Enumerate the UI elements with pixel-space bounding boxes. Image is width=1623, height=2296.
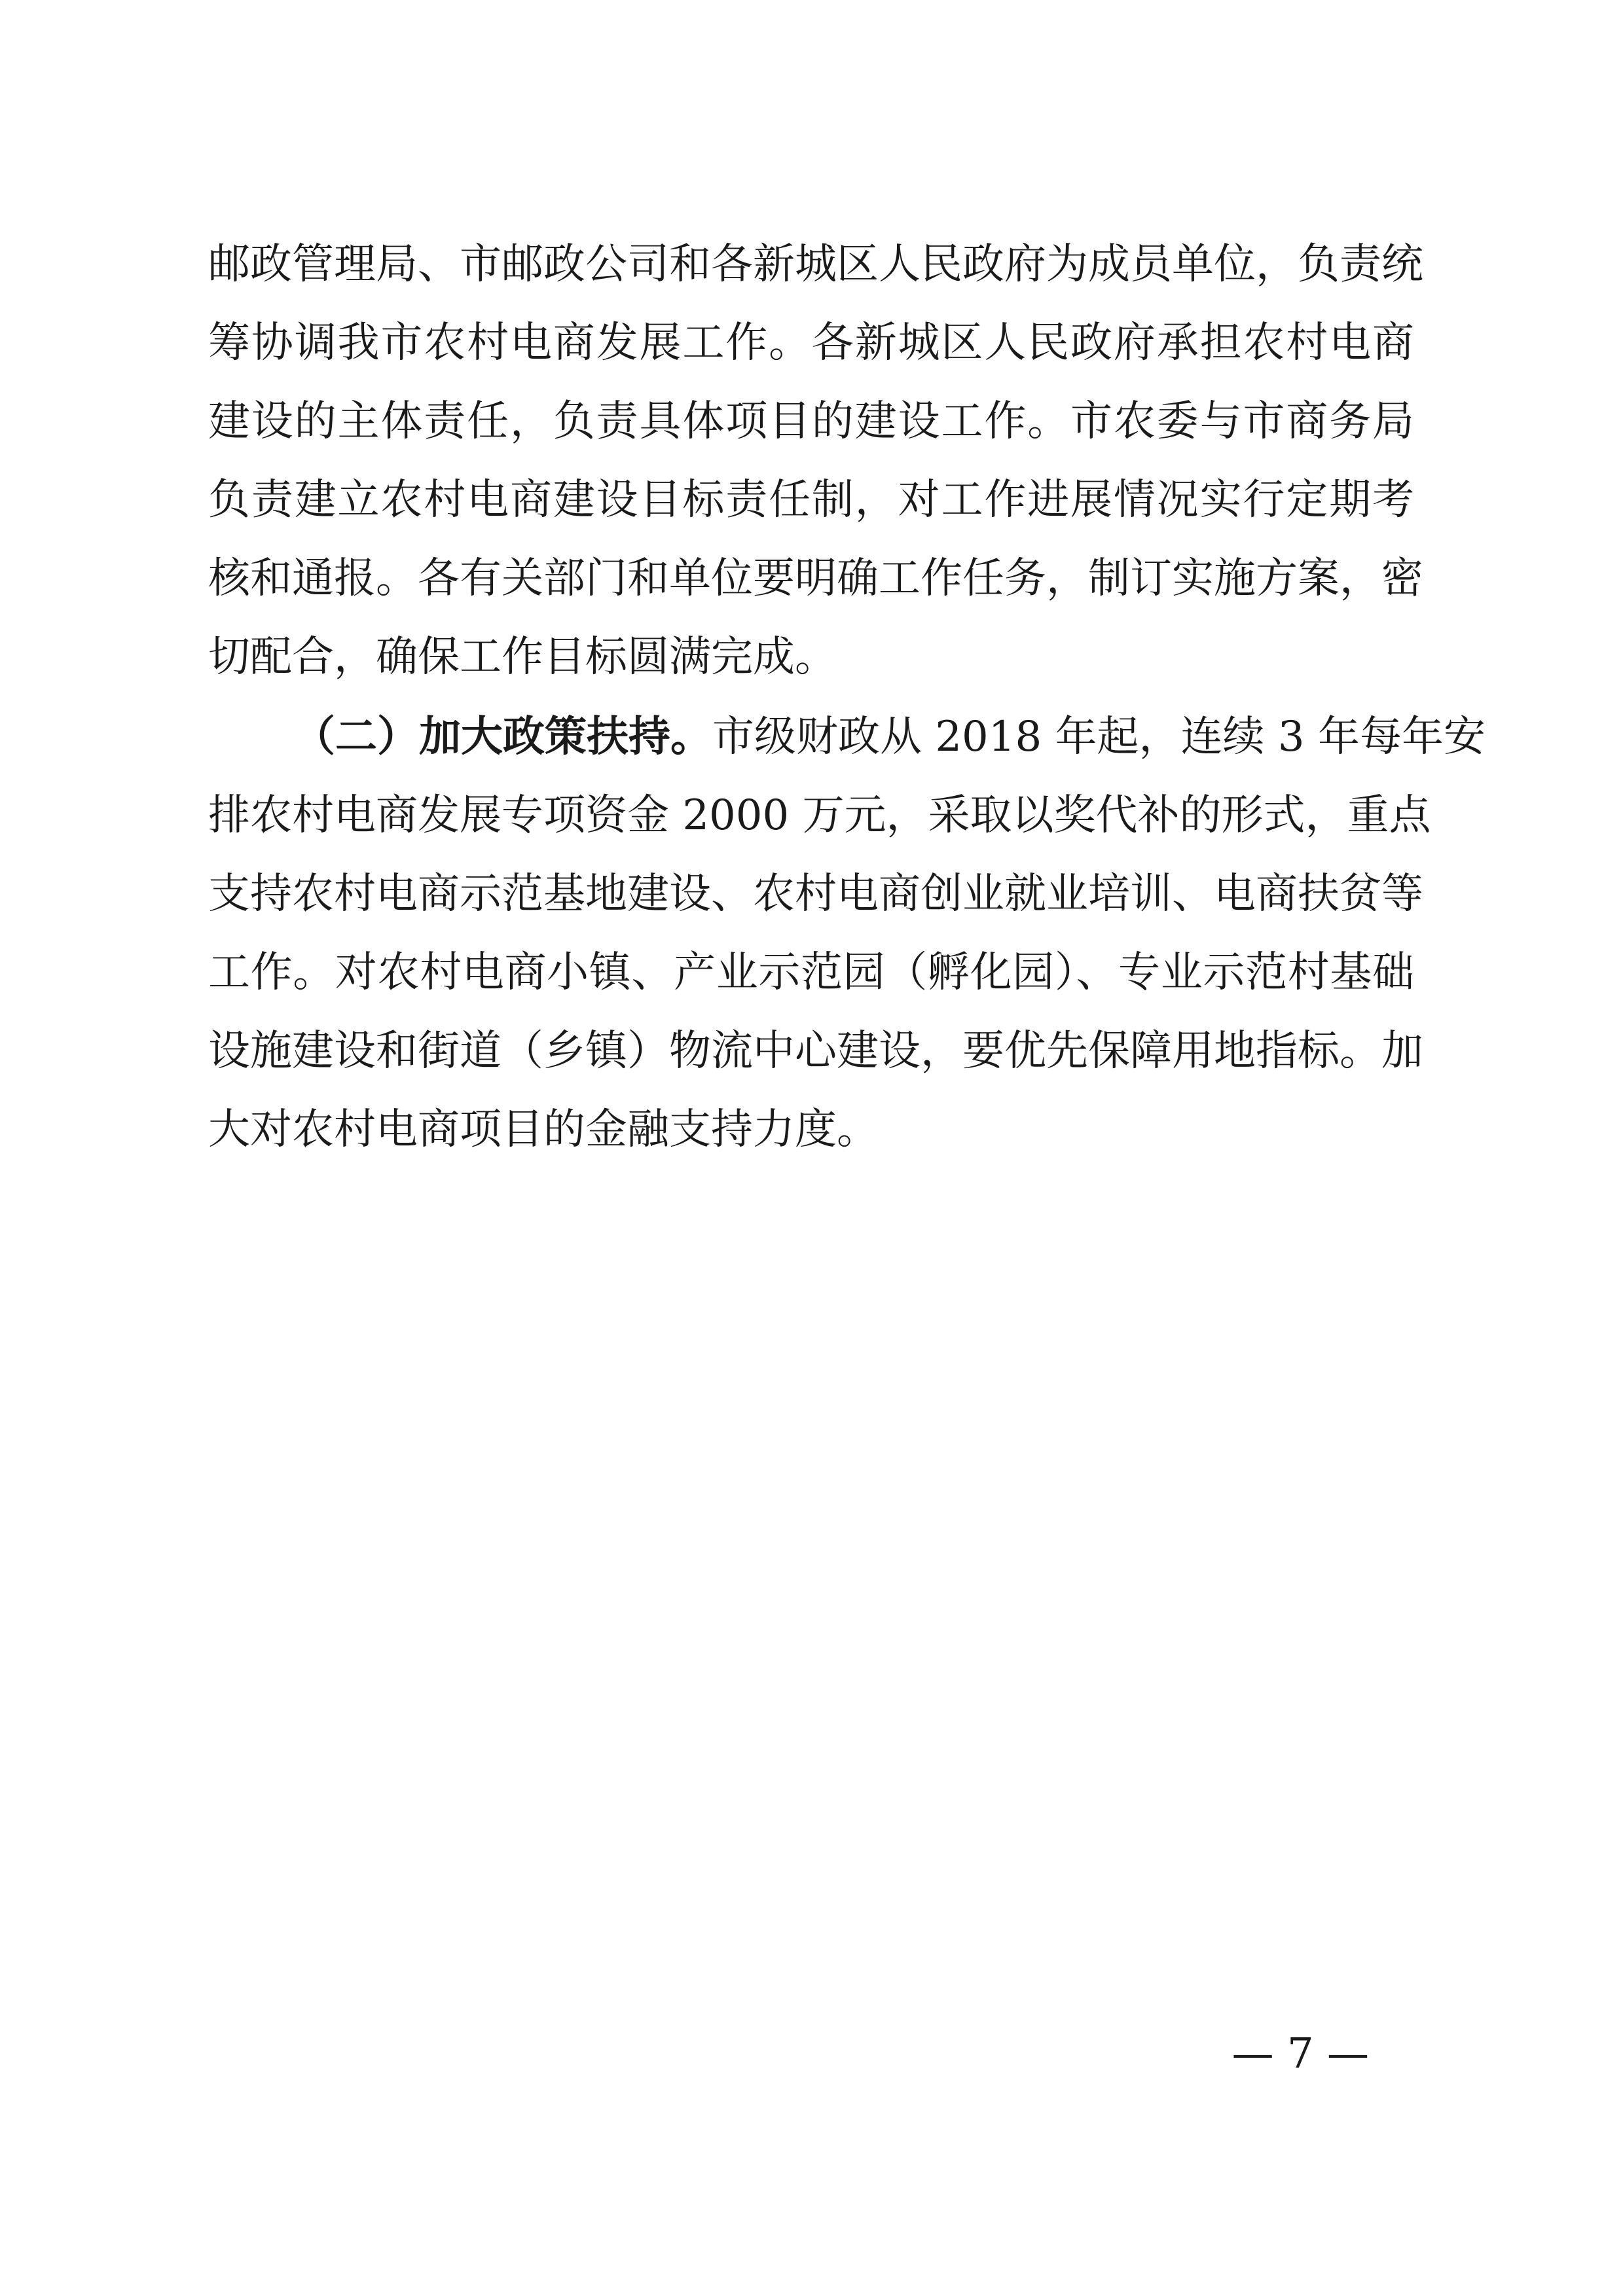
paragraph-first-line [208,698,1486,776]
body-text [208,225,1486,1169]
paragraph-line: 核和通报。各有关部门和单位要明确工作任务，制订实施方案，密 [208,554,1423,603]
paragraph-2 [208,698,1486,1169]
section-heading: （二）加大政策扶持。 [293,712,712,761]
paragraph-line: 筹协调我市农村电商发展工作。各新城区人民政府承担农村电商 [208,319,1414,367]
paragraph-line: 负责建立农村电商建设目标责任制，对工作进展情况实行定期考 [208,476,1414,524]
paragraph-line: 设施建设和街道（乡镇）物流中心建设，要优先保障用地指标。加 [208,1027,1423,1075]
paragraph-line: 排农村电商发展专项资金 2000 万元，采取以奖代补的形式，重点 [208,791,1431,840]
paragraph-1 [208,225,1423,696]
paragraph-line: 建设的主体责任，负责具体项目的建设工作。市农委与市商务局 [208,397,1414,446]
page-number: — 7 — [1231,2030,1369,2078]
paragraph-line: 工作。对农村电商小镇、产业示范园（孵化园）、专业示范村基础 [208,948,1414,997]
paragraph-line: 大对农村电商项目的金融支持力度。 [208,1105,879,1154]
paragraph-line: 切配合，确保工作目标圆满完成。 [208,633,837,681]
paragraph-line: 支持农村电商示范基地建设、农村电商创业就业培训、电商扶贫等 [208,870,1423,918]
paragraph-line-text: 市级财政从 2018 年起，连续 3 年每年安 [712,713,1486,761]
paragraph-line: 邮政管理局、市邮政公司和各新城区人民政府为成员单位，负责统 [208,240,1423,289]
